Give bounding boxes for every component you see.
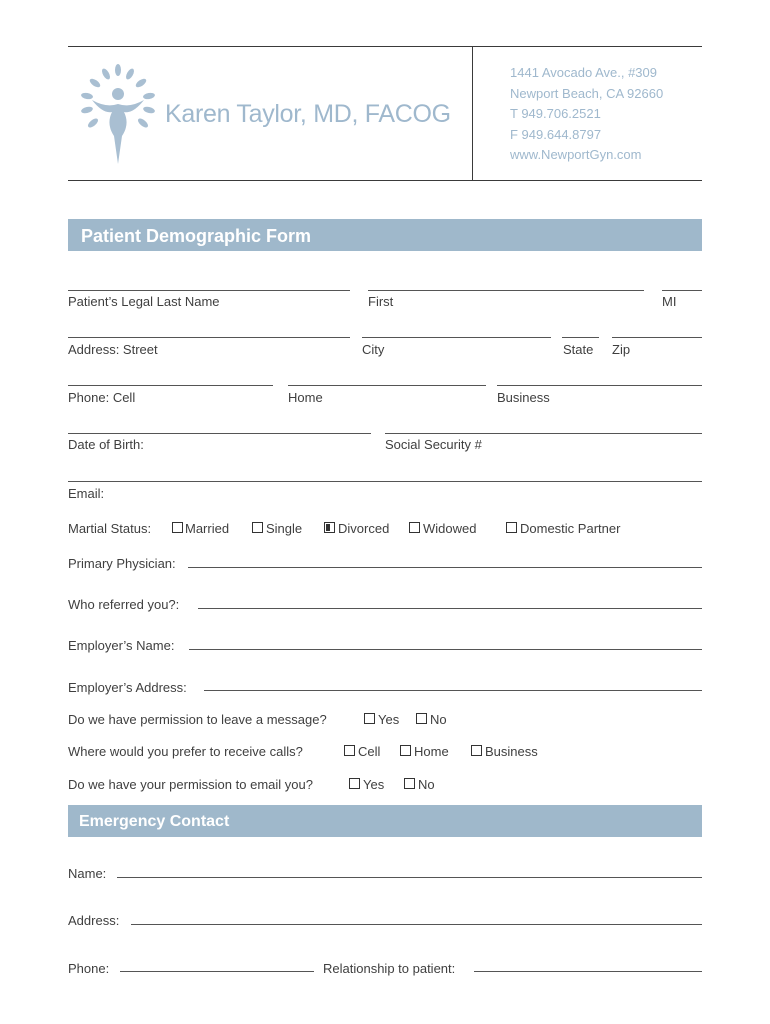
employer-address-label: Employer’s Address: — [68, 680, 187, 695]
phone-number: T 949.706.2521 — [510, 106, 601, 121]
widowed-checkbox[interactable] — [409, 522, 420, 533]
marital-status-label: Martial Status: — [68, 521, 152, 536]
relationship-field[interactable] — [474, 971, 702, 972]
prefer-calls-label: Where would you prefer to receive calls? — [68, 744, 303, 759]
dob-field[interactable] — [68, 433, 371, 434]
email-yes-checkbox[interactable] — [349, 778, 360, 789]
message-no-checkbox[interactable] — [416, 713, 427, 724]
call-business-checkbox[interactable] — [471, 745, 482, 756]
mi-field[interactable] — [662, 290, 702, 291]
employer-address-field[interactable] — [204, 690, 702, 691]
email-no-option: No — [418, 777, 435, 792]
zip-label: Zip — [612, 342, 631, 357]
website-link[interactable]: www.NewportGyn.com — [510, 147, 642, 162]
call-cell-option: Cell — [358, 744, 381, 759]
state-label: State — [563, 342, 594, 357]
ssn-field[interactable] — [385, 433, 702, 434]
street-field[interactable] — [68, 337, 350, 338]
call-cell-checkbox[interactable] — [344, 745, 355, 756]
emergency-name-field[interactable] — [117, 877, 702, 878]
employer-name-label: Employer’s Name: — [68, 638, 175, 653]
header-divider — [472, 46, 473, 180]
call-home-option: Home — [414, 744, 449, 759]
business-phone-field[interactable] — [497, 385, 702, 386]
zip-field[interactable] — [612, 337, 702, 338]
email-field[interactable] — [68, 481, 702, 482]
first-name-label: First — [368, 294, 394, 309]
header-top-rule — [68, 46, 702, 47]
email-yes-option: Yes — [363, 777, 385, 792]
emergency-address-field[interactable] — [131, 924, 702, 925]
cell-phone-label: Phone: Cell — [68, 390, 136, 405]
married-option: Married — [185, 521, 230, 536]
form-title-banner — [68, 219, 702, 251]
emergency-contact-banner — [68, 805, 702, 837]
email-label: Email: — [68, 486, 105, 501]
permission-email-label: Do we have your permission to email you? — [68, 777, 313, 792]
fax-number: F 949.644.8797 — [510, 127, 602, 142]
emergency-name-label: Name: — [68, 866, 107, 881]
message-yes-option: Yes — [378, 712, 400, 727]
referred-label: Who referred you?: — [68, 597, 180, 612]
referred-field[interactable] — [198, 608, 702, 609]
domestic-partner-option: Domestic Partner — [520, 521, 621, 536]
emergency-address-label: Address: — [68, 913, 120, 928]
message-no-option: No — [430, 712, 447, 727]
relationship-label: Relationship to patient: — [323, 961, 456, 976]
city-field[interactable] — [362, 337, 551, 338]
ssn-label: Social Security # — [385, 437, 482, 452]
message-yes-checkbox[interactable] — [364, 713, 375, 724]
widowed-option: Widowed — [423, 521, 477, 536]
form-title: Patient Demographic Form — [81, 226, 312, 246]
domestic-partner-checkbox[interactable] — [506, 522, 517, 533]
address-line-2: Newport Beach, CA 92660 — [510, 86, 664, 101]
employer-name-field[interactable] — [189, 649, 702, 650]
emergency-contact-title: Emergency Contact — [79, 813, 230, 830]
city-label: City — [362, 342, 385, 357]
home-phone-field[interactable] — [288, 385, 486, 386]
divorced-option: Divorced — [338, 521, 390, 536]
address-line-1: 1441 Avocado Ave., #309 — [510, 65, 657, 80]
email-no-checkbox[interactable] — [404, 778, 415, 789]
emergency-phone-label: Phone: — [68, 961, 110, 976]
header-bottom-rule — [68, 180, 702, 181]
emergency-phone-field[interactable] — [120, 971, 314, 972]
divorced-checkbox[interactable] — [324, 522, 335, 533]
single-option: Single — [266, 521, 303, 536]
permission-message-label: Do we have permission to leave a message? — [68, 712, 327, 727]
primary-physician-label: Primary Physician: — [68, 556, 176, 571]
call-business-option: Business — [485, 744, 538, 759]
mi-label: MI — [662, 294, 677, 309]
street-label: Address: Street — [68, 342, 158, 357]
cell-phone-field[interactable] — [68, 385, 273, 386]
primary-physician-field[interactable] — [188, 567, 702, 568]
first-name-field[interactable] — [368, 290, 644, 291]
married-checkbox[interactable] — [172, 522, 183, 533]
dob-label: Date of Birth: — [68, 437, 144, 452]
practice-name: Karen Taylor, MD, FACOG — [165, 100, 451, 128]
last-name-label: Patient’s Legal Last Name — [68, 294, 220, 309]
business-phone-label: Business — [497, 390, 550, 405]
home-phone-label: Home — [288, 390, 323, 405]
last-name-field[interactable] — [68, 290, 350, 291]
single-checkbox[interactable] — [252, 522, 263, 533]
call-home-checkbox[interactable] — [400, 745, 411, 756]
state-field[interactable] — [562, 337, 599, 338]
logo-emblem-icon — [78, 64, 158, 168]
